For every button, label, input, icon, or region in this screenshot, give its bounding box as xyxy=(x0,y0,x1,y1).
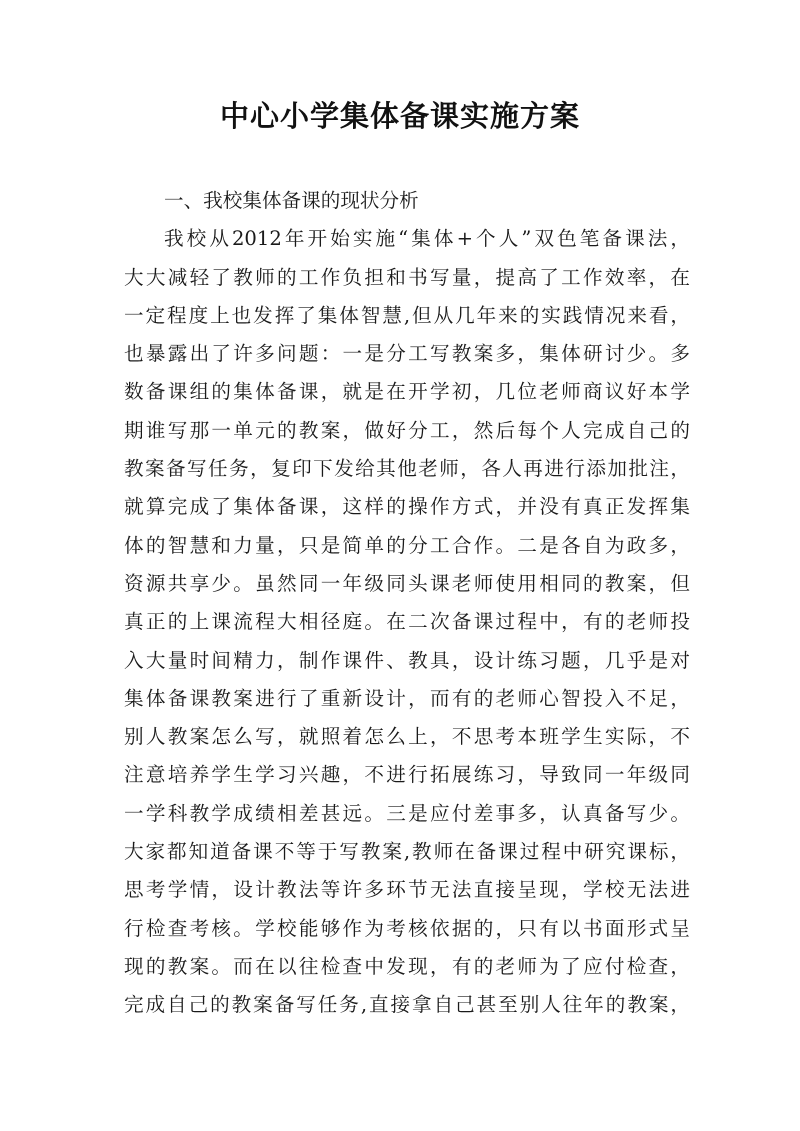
paragraph-line: 一学科教学成绩相差甚远。三是应付差事多，认真备写少。 xyxy=(124,801,690,825)
paragraph-line: 体的智慧和力量，只是简单的分工合作。二是各自为政多， xyxy=(124,533,690,557)
paragraph-line: 入大量时间精力，制作课件、教具，设计练习题，几乎是对 xyxy=(124,648,690,672)
paragraph-line: 期谁写那一单元的教案，做好分工，然后每个人完成自己的 xyxy=(124,418,690,442)
paragraph-line: 一定程度上也发挥了集体智慧,但从几年来的实践情况来看， xyxy=(124,303,690,327)
paragraph-line: 注意培养学生学习兴趣，不进行拓展练习，导致同一年级同 xyxy=(124,763,690,787)
paragraph-line: 也暴露出了许多问题：一是分工写教案多，集体研讨少。多 xyxy=(124,342,690,366)
paragraph-line: 真正的上课流程大相径庭。在二次备课过程中，有的老师投 xyxy=(124,610,690,634)
paragraph-line: 集体备课教案进行了重新设计，而有的老师心智投入不足， xyxy=(124,686,690,710)
page-title: 中心小学集体备课实施方案 xyxy=(219,99,580,133)
paragraph-line: 别人教案怎么写，就照着怎么上，不思考本班学生实际，不 xyxy=(124,725,690,749)
paragraph-line: 就算完成了集体备课，这样的操作方式，并没有真正发挥集 xyxy=(124,495,690,519)
paragraph-line: 教案备写任务，复印下发给其他老师，各人再进行添加批注， xyxy=(124,457,690,481)
paragraph-line: 数备课组的集体备课，就是在开学初，几位老师商议好本学 xyxy=(124,380,690,404)
document-body xyxy=(124,182,690,1025)
paragraph-line: 完成自己的教案备写任务,直接拿自己甚至别人往年的教案， xyxy=(124,993,690,1017)
paragraph-line: 资源共享少。虽然同一年级同头课老师使用相同的教案，但 xyxy=(124,571,690,595)
paragraph-line: 大大减轻了教师的工作负担和书写量，提高了工作效率，在 xyxy=(124,265,690,289)
paragraph-line: 思考学情，设计教法等许多环节无法直接呈现，学校无法进 xyxy=(124,878,690,902)
paragraph-line: 我校从2012年开始实施“集体+个人”双色笔备课法， xyxy=(164,227,690,251)
paragraph-line: 大家都知道备课不等于写教案,教师在备课过程中研究课标， xyxy=(124,840,690,864)
paragraph-line: 现的教案。而在以往检查中发现，有的老师为了应付检查， xyxy=(124,954,690,978)
section-heading: 一、我校集体备课的现状分析 xyxy=(164,189,419,212)
paragraph-line: 行检查考核。学校能够作为考核依据的，只有以书面形式呈 xyxy=(124,916,690,940)
